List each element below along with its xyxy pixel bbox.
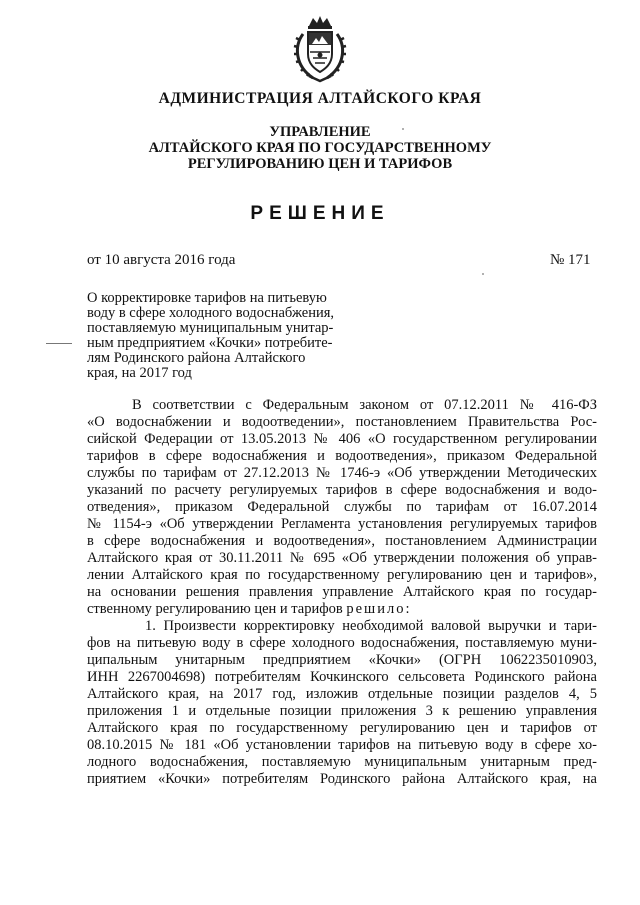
scan-speck — [402, 128, 404, 130]
body-line-with-decision — [87, 601, 597, 618]
subject-line: воду в сфере холодного водоснабжения, — [87, 305, 335, 321]
body-line: в сфере водоснабжения и водоотведения», постановлением Администрации — [87, 533, 597, 549]
subject-line: лям Родинского района Алтайского — [87, 350, 306, 366]
margin-mark — [46, 343, 72, 344]
administration-title: АДМИНИСТРАЦИЯ АЛТАЙСКОГО КРАЯ — [158, 90, 482, 107]
department-line: АЛТАЙСКОГО КРАЯ ПО ГОСУДАРСТВЕННОМУ — [148, 140, 492, 156]
subject-line: ным предприятием «Кочки» потребите- — [87, 335, 333, 351]
department-line: РЕГУЛИРОВАНИЮ ЦЕН И ТАРИФОВ — [187, 156, 453, 172]
body-line: Алтайского края, на 2017 год, изложив отдельные позиции разделов 4, 5 — [87, 686, 597, 702]
body-line: приятием «Кочки» потребителям Родинского района Алтайского края, на — [87, 771, 597, 787]
body-line: сийской Федерации от 13.05.2013 № 406 «О государственном регулировании — [87, 431, 597, 447]
subject-line: края, на 2017 год — [87, 365, 192, 381]
body-line: 1. Произвести корректировку необходимой валовой выручки и тари- — [145, 618, 597, 634]
body-line: Алтайского края от 30.11.2011 № 695 «Об утверждении положения об управ- — [87, 550, 597, 566]
subject-line: О корректировке тарифов на питьевую — [87, 290, 327, 306]
body-line: отведения», приказом Федеральной службы по тарифам от 16.07.2014 — [87, 499, 597, 515]
body-line: лодного водоснабжения, поставляемую муниципальным унитарным пред- — [87, 754, 597, 770]
subject-line: поставляемую муниципальным унитар- — [87, 320, 334, 336]
scan-speck — [482, 273, 484, 275]
body-line: ципальным унитарным предприятием «Кочки» (ОГРН 1062235010903, — [87, 652, 597, 668]
body-line: ственному регулированию цен и тарифов — [87, 601, 343, 617]
body-line: № 1154-э «Об утверждении Регламента установления регулируемых тарифов — [87, 516, 597, 532]
department-line: УПРАВЛЕНИЕ — [269, 124, 371, 140]
body-line: фов на питьевую воду в сфере холодного водоснабжения, поставляемую муни- — [87, 635, 597, 651]
document-type-title: РЕШЕНИЕ — [250, 203, 390, 224]
document-subject — [87, 291, 349, 381]
document-date: от 10 августа 2016 года — [87, 252, 236, 268]
body-line: тарифов в сфере водоснабжения и водоотведения», приказом Федеральной — [87, 448, 597, 464]
department-title — [0, 124, 640, 172]
body-line: указаний по расчету регулируемых тарифов в сфере водоснабжения и водо- — [87, 482, 597, 498]
body-line: лении Алтайского края по государственному регулированию цен и тарифов», — [87, 567, 597, 583]
coat-of-arms-icon — [291, 14, 349, 84]
document-body — [87, 397, 597, 788]
document-number: № 171 — [550, 252, 591, 268]
decided-word: решило: — [346, 601, 412, 617]
body-line: приложения 1 и отдельные позиции приложения 3 к решению управления — [87, 703, 597, 719]
body-line: ИНН 2267004698) потребителям Кочкинского сельсовета Родинского района — [87, 669, 597, 685]
body-line: «О водоснабжении и водоотведении», постановлением Правительства Рос- — [87, 414, 597, 430]
body-line: на основании решения правления управление Алтайского края по государ- — [87, 584, 597, 600]
body-line: Алтайского края по государственному регулированию цен и тарифов от — [87, 720, 597, 736]
body-line: В соответствии с Федеральным законом от 07.12.2011 № 416-ФЗ — [132, 397, 597, 413]
body-line: службы по тарифам от 27.12.2013 № 1746-э «Об утверждении Методических — [87, 465, 597, 481]
body-line: 08.10.2015 № 181 «Об установлении тарифов на питьевую воду в сфере хо- — [87, 737, 597, 753]
